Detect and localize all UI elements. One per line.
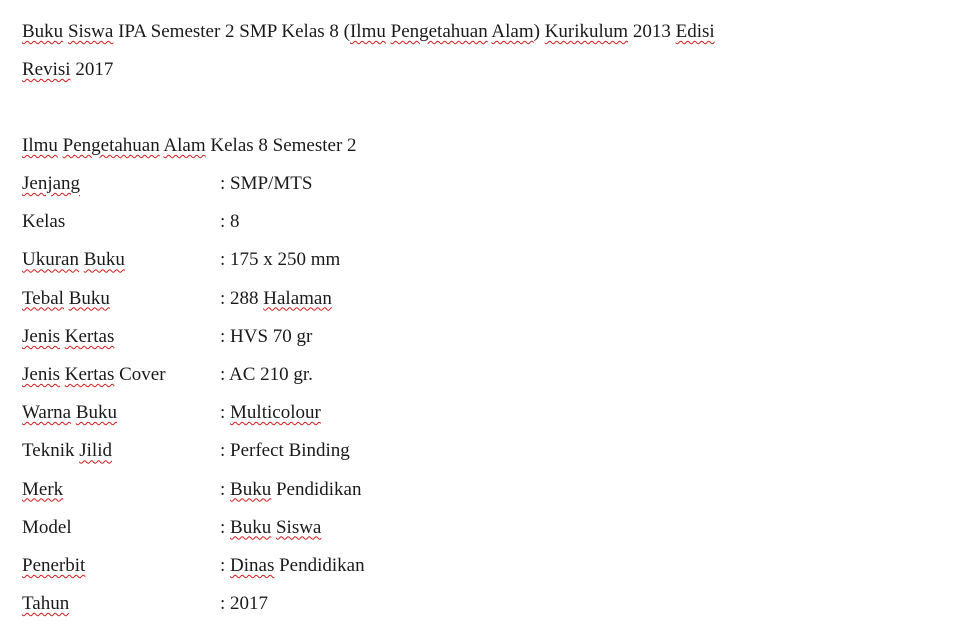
spec-value: [220, 471, 361, 509]
spec-value: [220, 432, 350, 470]
text-run: Cover: [114, 363, 166, 385]
text-run: Pendidikan: [271, 478, 362, 500]
spec-row: [22, 318, 942, 356]
spellcheck-flagged-word: Buku: [75, 402, 118, 424]
spellcheck-flagged-word: Revisi: [22, 59, 71, 80]
text-run: Model: [22, 516, 72, 538]
text-run: : Perfect Binding: [220, 440, 350, 462]
spellcheck-flagged-word: Kurikulum: [544, 21, 629, 42]
spellcheck-flagged-word: Ukuran: [22, 249, 79, 271]
spellcheck-flagged-word: Dinas: [230, 554, 275, 576]
spec-value: [220, 547, 365, 585]
spec-label: [22, 547, 220, 585]
spellcheck-flagged-word: Penerbit: [22, 554, 86, 576]
spellcheck-flagged-word: Multicolour: [230, 402, 321, 424]
spec-label: [22, 432, 220, 470]
text-run: Pendidikan: [274, 554, 365, 576]
spellcheck-flagged-word: Siswa: [67, 21, 114, 42]
text-run: : SMP/MTS: [220, 173, 313, 194]
spec-row: [22, 394, 942, 432]
spellcheck-flagged-word: Kertas: [64, 325, 115, 347]
spec-label: [22, 394, 220, 432]
text-run: :: [220, 402, 231, 424]
spec-row: [22, 471, 942, 509]
text-run: : 288: [220, 287, 264, 309]
spellcheck-flagged-word: Alam: [491, 21, 534, 42]
spellcheck-flagged-word: Tahun: [22, 593, 70, 615]
text-run: :: [220, 478, 231, 500]
spellcheck-flagged-word: Jilid: [79, 440, 112, 462]
spec-value: [220, 165, 312, 203]
document-subtitle: [22, 127, 942, 165]
spec-value: [220, 356, 313, 394]
spellcheck-flagged-word: Buku: [68, 287, 110, 309]
spec-label: [22, 318, 220, 356]
spec-label: [22, 203, 220, 241]
document-title-line-1: [22, 13, 942, 51]
blank-line: [22, 89, 942, 127]
spellcheck-flagged-word: Ilmu: [22, 135, 58, 156]
spec-row: [22, 432, 942, 470]
text-run: ): [533, 21, 545, 42]
spellcheck-flagged-word: Halaman: [263, 287, 332, 309]
text-run: : 175 x 250 mm: [220, 249, 341, 271]
spec-row: [22, 165, 942, 203]
spellcheck-flagged-word: Jenis: [22, 363, 60, 385]
text-run: : HVS 70 gr: [220, 325, 313, 347]
spellcheck-flagged-word: Edisi: [675, 21, 715, 42]
text-run: : 8: [220, 211, 240, 233]
spec-row: [22, 585, 942, 623]
spec-label: [22, 356, 220, 394]
spec-value: [220, 318, 312, 356]
spellcheck-flagged-word: Ilmu: [349, 21, 386, 42]
spec-row: [22, 203, 942, 241]
spec-row: [22, 547, 942, 585]
text-run: Kelas 8 Semester 2: [205, 135, 357, 156]
spec-value: [220, 585, 268, 623]
spellcheck-flagged-word: Jenis: [22, 325, 60, 347]
spellcheck-flagged-word: Warna: [22, 402, 72, 424]
text-run: Kelas: [22, 211, 66, 233]
spellcheck-flagged-word: Buku: [83, 249, 125, 271]
spellcheck-flagged-word: Merk: [22, 478, 64, 500]
spellcheck-flagged-word: Buku: [230, 478, 272, 500]
text-run: :: [220, 516, 231, 538]
text-run: :: [220, 554, 231, 576]
spec-row: [22, 509, 942, 547]
spellcheck-flagged-word: Tebal: [22, 287, 64, 309]
spec-label: [22, 241, 220, 279]
text-run: IPA Semester 2 SMP Kelas 8 (: [113, 21, 350, 42]
document-body: [22, 0, 942, 623]
spec-value: [220, 280, 332, 318]
spellcheck-flagged-word: Alam: [163, 135, 206, 156]
spellcheck-flagged-word: Siswa: [275, 516, 322, 538]
spec-row: [22, 280, 942, 318]
spellcheck-flagged-word: Buku: [230, 516, 272, 538]
spellcheck-flagged-word: Pengetahuan: [390, 21, 488, 42]
spec-label: [22, 509, 220, 547]
text-run: 2017: [70, 59, 114, 80]
text-run: 2013: [628, 21, 676, 42]
spec-label: [22, 165, 220, 203]
text-run: : AC 210 gr.: [220, 363, 313, 385]
text-run: : 2017: [220, 593, 269, 615]
spec-value: [220, 509, 321, 547]
spec-row: [22, 241, 942, 279]
spec-label: [22, 471, 220, 509]
spellcheck-flagged-word: Buku: [22, 21, 64, 42]
spec-value: [220, 241, 340, 279]
spec-row: [22, 356, 942, 394]
spec-value: [220, 203, 240, 241]
spec-label: [22, 585, 220, 623]
text-run: Teknik: [22, 440, 80, 462]
spellcheck-flagged-word: Kertas: [64, 363, 115, 385]
spec-value: [220, 394, 321, 432]
spellcheck-flagged-word: Jenjang: [22, 173, 81, 194]
spec-label: [22, 280, 220, 318]
spec-list: [22, 165, 942, 623]
spellcheck-flagged-word: Pengetahuan: [62, 135, 160, 156]
document-title-line-2: [22, 51, 942, 89]
